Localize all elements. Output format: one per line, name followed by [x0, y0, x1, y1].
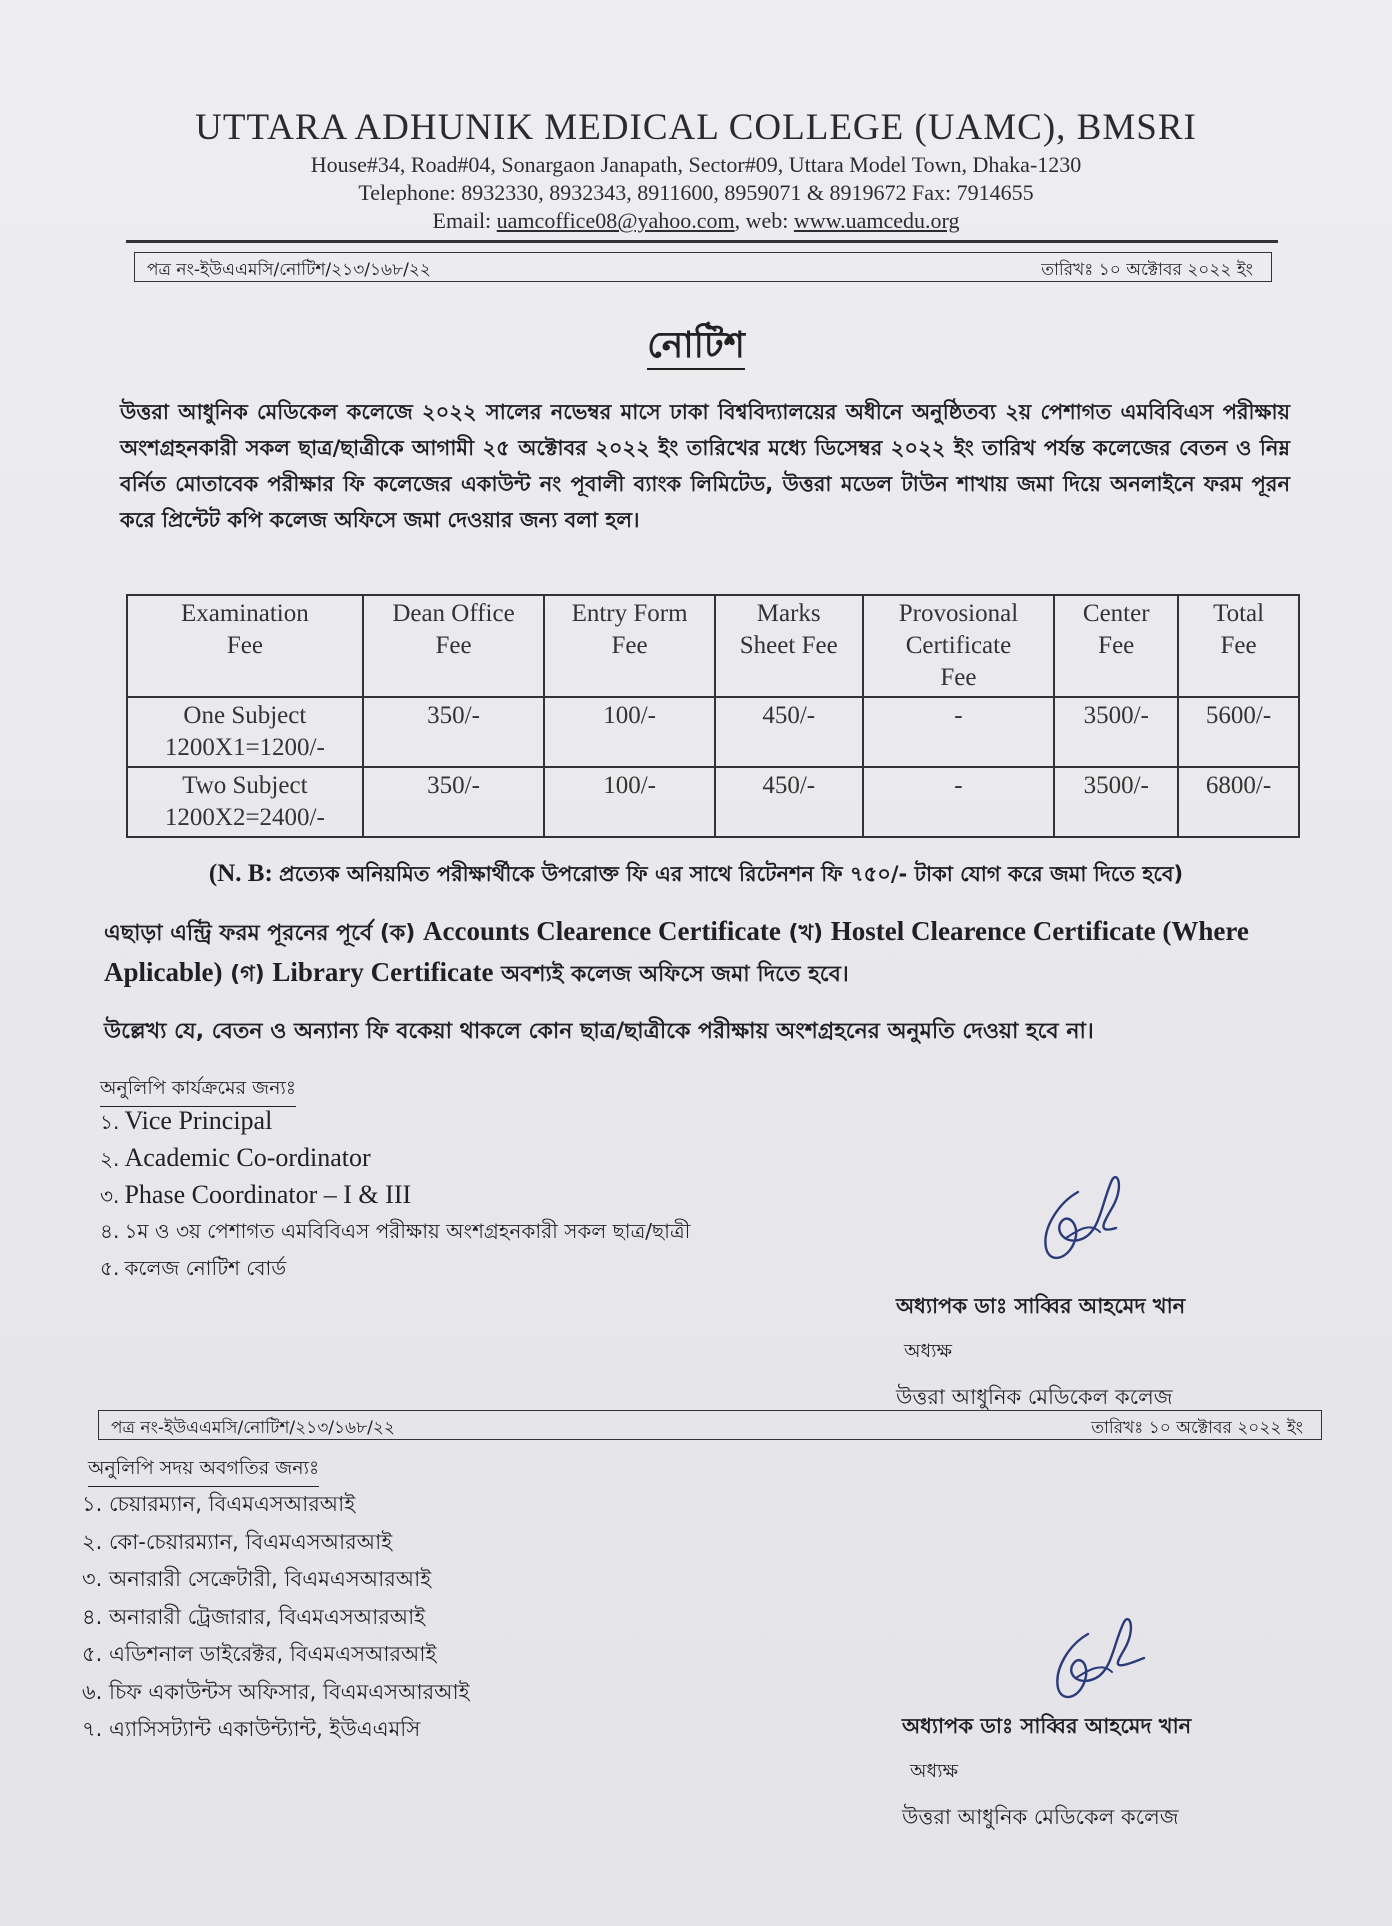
signatory-college: উত্তরা আধুনিক মেডিকেল কলেজ — [902, 1805, 1179, 1829]
header-examination-fee: Examination Fee — [127, 595, 363, 697]
notice-title — [0, 318, 1392, 378]
accounts-certificate: Accounts Clearence Certificate — [423, 916, 781, 946]
signatory-designation: অধ্যক্ষ — [904, 1340, 953, 1362]
list-item: ২. কো-চেয়ারম্যান, বিএমএসআরআই — [82, 1529, 393, 1554]
list-item: ৩. অনারারী সেক্রেটারী, বিএমএসআরআই — [82, 1567, 432, 1591]
nb-prefix: (N. B: — [208, 860, 280, 887]
nb-note — [0, 858, 1392, 893]
signatory-name: অধ্যাপক ডাঃ সাব্বির আহমেদ খান — [896, 1294, 1186, 1318]
memo-number: পত্র নং-ইউএএমসি/নোটিশ/২১৩/১৬৮/২২ — [147, 260, 431, 280]
memo-date: তারিখঃ ১০ অক্টোবর ২০২২ ইং — [1041, 260, 1253, 280]
header-divider — [126, 240, 1278, 243]
table-row — [127, 697, 1299, 767]
college-title: UTTARA ADHUNIK MEDICAL COLLEGE (UAMC), BMSRI — [195, 107, 1197, 148]
cell-total-fee: 6800/- — [1178, 767, 1299, 837]
notice-body: উত্তরা আধুনিক মেডিকেল কলেজে ২০২২ সালের নভেম্বর মাসে ঢাকা বিশ্ববিদ্যালয়ের অধীনে অনুষ্ঠিতব্য ২য় পেশাগত এমবিবিএস পরীক্ষায় অংশগ্রহনকারী সকল ছাত্র/ছাত্রীকে আগামী ২৫ অক্টোবর ২০২২ ইং তারিখের মধ্যে ডিসেম্বর ২০২২ ইং তারিখ পর্যন্ত কলেজের বেতন ও নিম্ন বর্নিত মোতাবেক পরীক্ষার ফি কলেজের একাউন্ট নং পূবালী ব্যাংক লিমিটেড, উত্তরা মডেল টাউন শাখায় জমা দিয়ে অনলাইনে ফরম পূরন করে প্রিন্টেট কপি কলেজ অফিসে জমা দেওয়ার জন্য বলা হল। — [120, 400, 1290, 532]
college-contact — [0, 208, 1392, 234]
header-center-fee: Center Fee — [1054, 595, 1178, 697]
signatory-college: উত্তরা আধুনিক মেডিকেল কলেজ — [896, 1385, 1173, 1409]
list-item: ১. Vice Principal — [100, 1106, 273, 1135]
web-link[interactable]: www.uamcedu.org — [793, 208, 960, 233]
cell-examination-fee: Two Subject 1200X2=2400/- — [127, 767, 363, 837]
cc-info-heading: অনুলিপি সদয় অবগতির জন্যঃ — [88, 1454, 319, 1487]
fee-table — [126, 594, 1300, 838]
memo-date-2: তারিখঃ ১০ অক্টোবর ২০২২ ইং — [1091, 1418, 1303, 1438]
list-item: ৫. এডিশনাল ডাইরেক্টর, বিএমএসআরআই — [82, 1642, 437, 1666]
cell-entry-form-fee: 100/- — [544, 767, 715, 837]
list-item: ৫. কলেজ নোটিশ বোর্ড — [100, 1256, 287, 1280]
header-total-fee: Total Fee — [1178, 595, 1299, 697]
cell-dean-office-fee: 350/- — [363, 767, 545, 837]
cell-provisional-fee: - — [863, 767, 1055, 837]
nb-text: প্রত্যেক অনিয়মিত পরীক্ষার্থীকে উপরোক্ত ফি এর সাথে রিটেনশন ফি ৭৫০/- টাকা যোগ করে জমা দিতে হবে) — [279, 862, 1184, 886]
cell-center-fee: 3500/- — [1054, 767, 1178, 837]
cc-info-list — [82, 1488, 470, 1751]
cell-center-fee: 3500/- — [1054, 697, 1178, 767]
cell-marks-sheet-fee: 450/- — [715, 697, 863, 767]
list-item: ৩. Phase Coordinator – I & III — [100, 1180, 412, 1209]
cc-action-list — [100, 1106, 690, 1291]
library-certificate: Library Certificate — [272, 957, 494, 987]
notice-title-text: নোটিশ — [647, 325, 745, 370]
list-item: ৬. চিফ একাউন্টস অফিসার, বিএমএসআরআই — [82, 1679, 470, 1704]
email-link[interactable]: uamcoffice08@yahoo.com — [496, 208, 735, 233]
list-item: ১. চেয়ারম্যান, বিএমএসআরআই — [82, 1492, 356, 1516]
fee-table-header-row — [127, 595, 1299, 697]
header-marks-sheet-fee: Marks Sheet Fee — [715, 595, 863, 697]
cell-marks-sheet-fee: 450/- — [715, 767, 863, 837]
principal-signature-1 — [1020, 1172, 1140, 1272]
reference-box-2 — [98, 1410, 1322, 1440]
dues-warning: উল্লেখ্য যে, বেতন ও অন্যান্য ফি বকেয়া থাকলে কোন ছাত্র/ছাত্রীকে পরীক্ষায় অংশগ্রহনের অনুমতি দেওয়া হবে না। — [104, 1019, 1094, 1044]
signatory-block-1 — [896, 1290, 1185, 1416]
para2-text: (খ) — [780, 921, 831, 946]
signatory-name: অধ্যাপক ডাঃ সাব্বির আহমেদ খান — [902, 1714, 1192, 1738]
cell-total-fee: 5600/- — [1178, 697, 1299, 767]
header-dean-office-fee: Dean Office Fee — [363, 595, 545, 697]
cell-examination-fee: One Subject 1200X1=1200/- — [127, 697, 363, 767]
header-entry-form-fee: Entry Form Fee — [544, 595, 715, 697]
para2-text: এছাড়া এন্ট্রি ফরম পূরনের পূর্বে (ক) — [104, 921, 424, 946]
email-label: Email: — [432, 208, 497, 233]
list-item: ৪. অনারারী ট্রেজারার, বিএমএসআরআই — [82, 1604, 426, 1629]
table-row — [127, 767, 1299, 837]
para2-text: (গ) — [222, 962, 273, 987]
cell-provisional-fee: - — [863, 697, 1055, 767]
memo-number-2: পত্র নং-ইউএএমসি/নোটিশ/২১৩/১৬৮/২২ — [111, 1418, 395, 1438]
reference-box — [134, 252, 1272, 282]
list-item: ২. Academic Co-ordinator — [100, 1143, 371, 1172]
cell-entry-form-fee: 100/- — [544, 697, 715, 767]
header-provisional-certificate-fee: Provosional Certificate Fee — [863, 595, 1055, 697]
cell-dean-office-fee: 350/- — [363, 697, 545, 767]
list-item: ৪. ১ম ও ৩য় পেশাগত এমবিবিএস পরীক্ষায় অংশগ্রহনকারী সকল ছাত্র/ছাত্রী — [100, 1219, 691, 1243]
web-label: , web: — [734, 208, 794, 233]
signatory-block-2 — [902, 1710, 1191, 1836]
college-telephone: Telephone: 8932330, 8932343, 8911600, 8959071 & 8919672 Fax: 7914655 — [358, 180, 1034, 205]
list-item: ৭. এ্যাসিসট্যান্ট একাউন্ট্যান্ট, ইউএএমসি — [82, 1717, 421, 1741]
signatory-designation: অধ্যক্ষ — [910, 1760, 959, 1782]
principal-signature-2 — [1032, 1612, 1152, 1712]
para2-text: অবশ্যই কলেজ অফিসে জমা দিতে হবে। — [493, 962, 849, 987]
hostel-certificate: Hostel Clearence Certificate (Where Aplicable) — [104, 916, 1249, 987]
college-address: House#34, Road#04, Sonargaon Janapath, Sector#09, Uttara Model Town, Dhaka-1230 — [310, 152, 1082, 177]
cc-action-heading: অনুলিপি কার্যক্রমের জন্যঃ — [100, 1074, 296, 1107]
certificate-requirement — [104, 912, 1294, 994]
